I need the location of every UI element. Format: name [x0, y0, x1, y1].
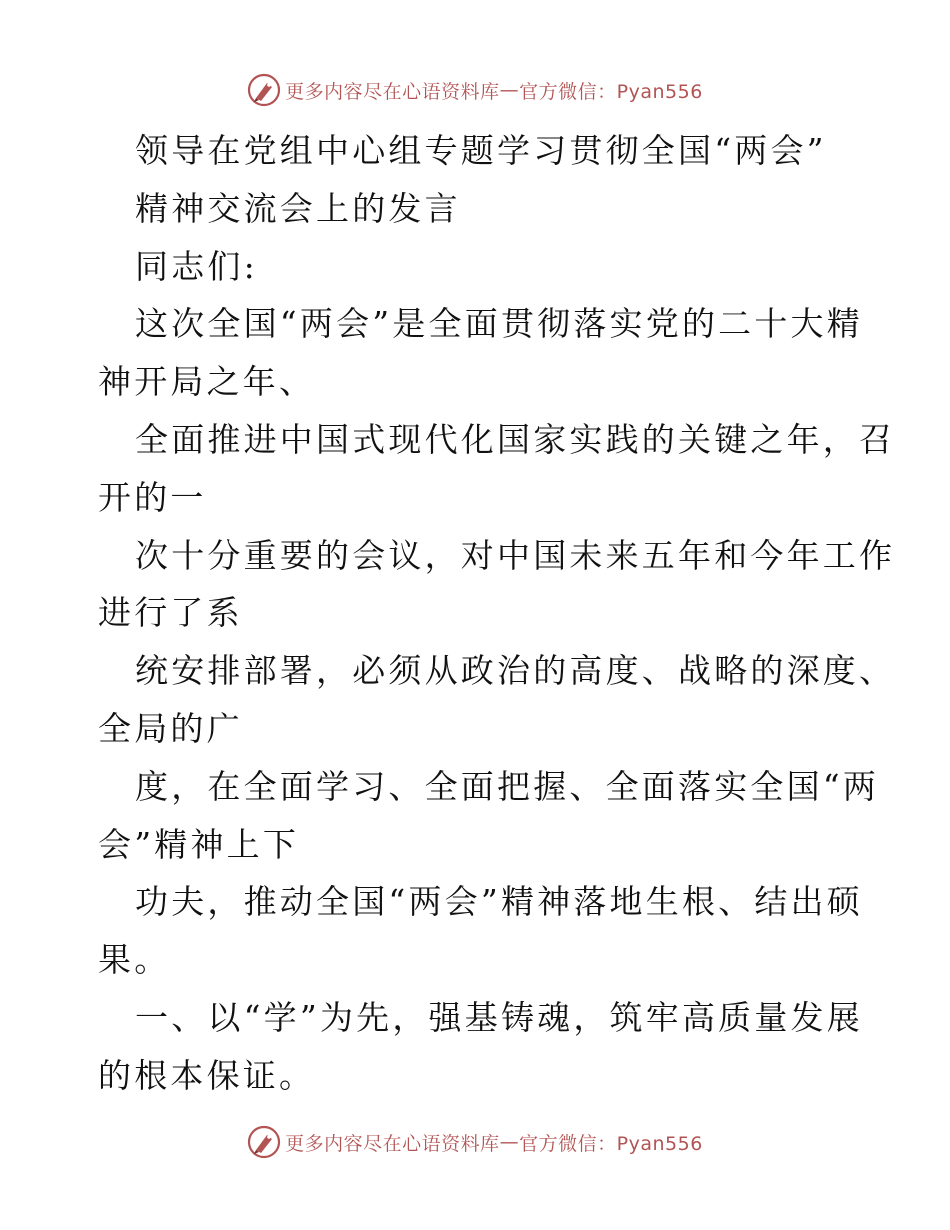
watermark-text-right: 官方微信：Pyan556: [519, 80, 703, 103]
text-line: 果。: [98, 940, 171, 980]
text-line: 会”精神上下: [98, 824, 300, 864]
text-line: 次十分重要的会议，对中国未来五年和今年工作: [135, 535, 896, 575]
watermark-separator: —: [499, 79, 520, 101]
text-line: 这次全国“两会”是全面贯彻落实党的二十大精: [135, 304, 863, 344]
watermark-separator: —: [499, 1131, 520, 1153]
watermark-text-left: 更多内容尽在心语资料库: [285, 80, 500, 103]
text-line: 全面推进中国式现代化国家实践的关键之年，召: [135, 419, 896, 459]
text-line: 的根本保证。: [98, 1055, 316, 1095]
text-line: 领导在党组中心组专题学习贯彻全国“两会”: [135, 131, 827, 170]
text-line: 度，在全面学习、全面把握、全面落实全国“两: [135, 766, 880, 806]
text-line: 全局的广: [98, 708, 243, 748]
text-line: 同志们:: [135, 246, 258, 286]
footer-watermark: [0, 1125, 950, 1159]
header-watermark: [0, 73, 950, 107]
text-line: 一、以“学”为先，强基铸魂，筑牢高质量发展: [135, 997, 863, 1037]
text-line: 统安排部署，必须从政治的高度、战略的深度、: [135, 651, 896, 691]
pen-logo-icon: [247, 1125, 281, 1159]
pen-logo-icon: [247, 73, 281, 107]
text-line: 功夫，推动全国“两会”精神落地生根、结出硕: [135, 882, 863, 922]
document-body: [98, 122, 896, 1105]
text-line: 精神交流会上的发言: [135, 188, 461, 228]
watermark-text-right: 官方微信：Pyan556: [519, 1132, 703, 1155]
text-line: 进行了系: [98, 593, 243, 633]
text-line: 开的一: [98, 477, 207, 517]
watermark-text-left: 更多内容尽在心语资料库: [285, 1132, 500, 1155]
text-line: 神开局之年、: [98, 362, 316, 402]
